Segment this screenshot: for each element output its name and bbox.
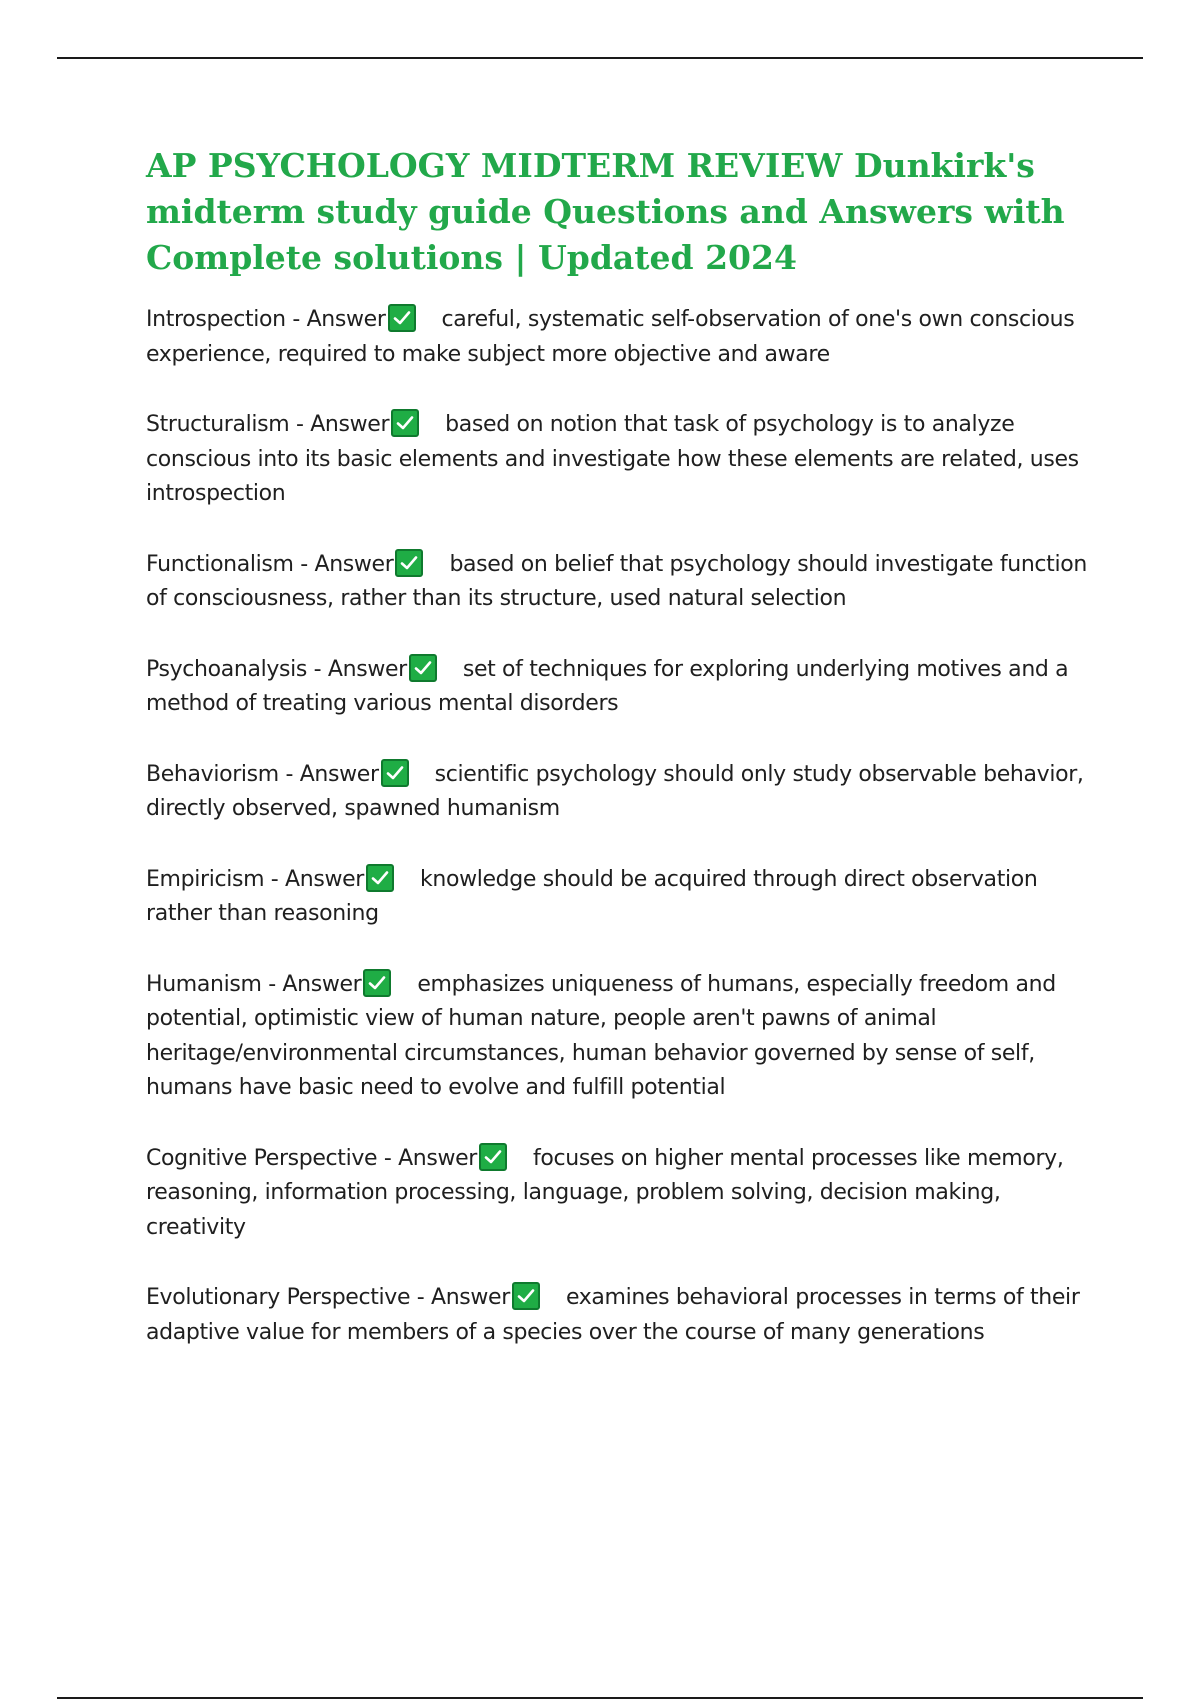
entry-answer: based on notion that task of psychology is to analyze conscious into its basic elements and investigate how these elements are related, uses introspection: [146, 412, 1079, 506]
entry-answer: emphasizes uniqueness of humans, especially freedom and potential, optimistic view of human nature, people aren't pawns of animal heritage/environmental circumstances, human behavior governed by sense of self, humans have basic need to evolve and fulfill potential: [146, 971, 1056, 1100]
qa-entry: [146, 408, 1096, 512]
qa-entry: [146, 653, 1096, 722]
entry-answer: knowledge should be acquired through direct observation rather than reasoning: [146, 866, 1038, 926]
check-mark-icon: [381, 759, 409, 787]
entry-term: Functionalism - Answer: [146, 551, 394, 577]
entry-answer: focuses on higher mental processes like memory, reasoning, information processing, language, problem solving, decision making, creativity: [146, 1145, 1064, 1240]
check-mark-icon: [409, 654, 437, 682]
qa-entry: [146, 548, 1096, 617]
entry-term: Introspection - Answer: [146, 307, 386, 332]
check-mark-icon: [388, 304, 416, 332]
qa-entry: [146, 1142, 1096, 1246]
qa-entry: [146, 758, 1096, 827]
document-body: [146, 143, 1096, 1386]
entry-term: Psychoanalysis - Answer: [146, 656, 407, 682]
entry-term: Humanism - Answer: [146, 971, 362, 997]
document-title: AP PSYCHOLOGY MIDTERM REVIEW Dunkirk's midterm study guide Questions and Answers with Complete solutions | Updated 2024: [146, 146, 1065, 277]
check-mark-icon: [363, 969, 391, 997]
check-mark-icon: [395, 549, 423, 577]
check-mark-icon: [366, 864, 394, 892]
entry-answer: set of techniques for exploring underlying motives and a method of treating various mental disorders: [146, 656, 1069, 716]
entry-answer: examines behavioral processes in terms of their adaptive value for members of a species over the course of many generations: [146, 1285, 1080, 1345]
check-mark-icon: [479, 1143, 507, 1171]
qa-entry: [146, 968, 1096, 1106]
entry-answer: scientific psychology should only study observable behavior, directly observed, spawned humanism: [146, 761, 1084, 821]
entry-term: Structuralism - Answer: [146, 412, 390, 437]
entry-term: Cognitive Perspective - Answer: [146, 1145, 477, 1171]
entry-answer: based on belief that psychology should investigate function of consciousness, rather than its structure, used natural selection: [146, 551, 1087, 611]
top-rule: [57, 57, 1143, 59]
entry-answer: careful, systematic self-observation of one's own conscious experience, required to make subject more objective and aware: [146, 307, 1075, 367]
bottom-rule: [57, 1697, 1143, 1699]
qa-entry: [146, 303, 1096, 372]
qa-entry: [146, 1281, 1096, 1350]
entry-term: Behaviorism - Answer: [146, 761, 379, 787]
qa-entry: [146, 863, 1096, 932]
check-mark-icon: [512, 1282, 540, 1310]
entry-term: Evolutionary Perspective - Answer: [146, 1285, 510, 1310]
entry-term: Empiricism - Answer: [146, 866, 364, 892]
check-mark-icon: [391, 409, 419, 437]
